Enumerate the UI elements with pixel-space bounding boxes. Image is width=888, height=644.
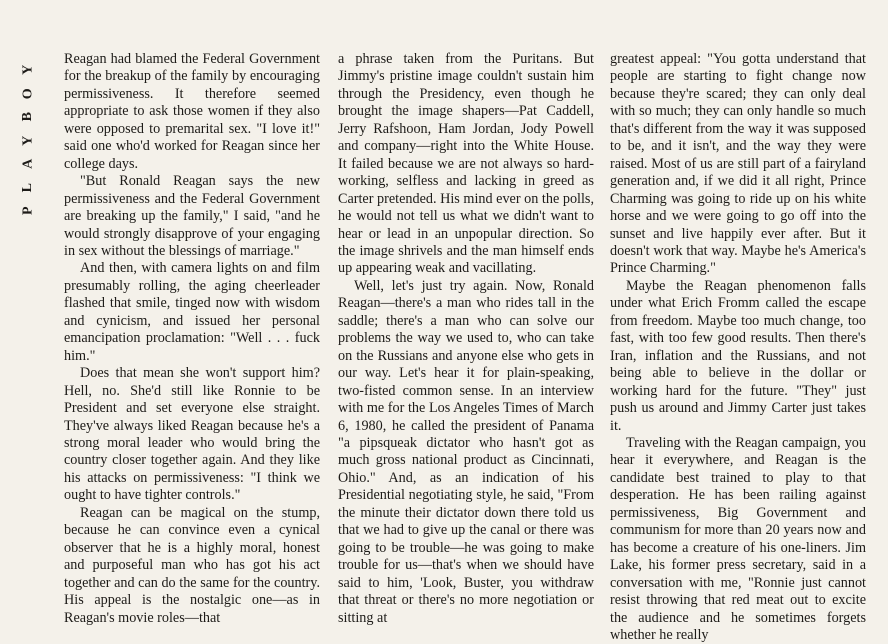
paragraph: Well, let's just try again. Now, Ronald Reagan—there's a man who rides tall in the saddle; there's a man who can solve our problems the way we used to, who can take on the Russians and anyone else who gets in our way. Let's hear it for plain-speaking, two-fisted common sense. In an interview with me for the Los Angeles Times of March 6, 1980, he called the president of Panama "a pipsqueak dictator who hasn't got as much gross national product as Cincinnati, Ohio." And, as an indication of his Presidential negotiating style, he said, "From the minute their dictator down there told us that we had to give up the canal or there was going to be trouble—he was going to make trouble for us—that's when we should have said to him, 'Look, Buster, you withdraw that threat or there's no more negotiation or sitting at: [338, 277, 594, 626]
paragraph: Reagan had blamed the Federal Government for the breakup of the family by encouraging permissiveness. It therefore seemed appropriate to ask those women if they also were opposed to premarital sex. "I love it!" said one who'd worked for Reagan since her college days.: [64, 51, 320, 172]
text-column-3: [610, 51, 866, 644]
paragraph: "But Ronald Reagan says the new permissiveness and the Federal Government are breaking up the family," I said, "and he would strongly disapprove of your engaging in sex without the blessings of marriage.": [64, 173, 320, 259]
text-column-1: [64, 51, 320, 627]
paragraph: And then, with camera lights on and film presumably rolling, the aging cheerleader flashed that smile, tinged now with wisdom and cynicism, and issued her personal emancipation proclamation: "Well . . . fuck him.": [64, 260, 320, 364]
masthead-letter: Y: [20, 135, 36, 146]
masthead-letter: P: [20, 206, 36, 216]
paragraph: Does that mean she won't support him? Hell, no. She'd still like Ronnie to be President and set everyone else straight. They've always liked Reagan because he's a strong moral leader who would bring the country closer together again. And they like his attacks on permissiveness: "I think we ought to have tighter controls.": [64, 365, 320, 504]
paragraph: greatest appeal: "You gotta understand that people are starting to fight change now because they're scared; they can only deal with so much; they can only handle so much that's different from the way it was supposed to be, and it isn't, and the way they were raised. Most of us are still part of a fairyland generation and, if we did it all right, Prince Charming was going to ride up on his white horse and we were going to go off into the sunset and live happily ever after. But it doesn't work that way. Maybe he's America's Prince Charming.": [610, 51, 866, 277]
text-column-2: [338, 51, 594, 627]
masthead-letter: A: [20, 158, 36, 169]
masthead-letter: B: [20, 112, 36, 122]
masthead-letter: Y: [20, 64, 36, 75]
masthead-letter: L: [20, 182, 36, 192]
paragraph: Reagan can be magical on the stump, because he can convince even a cynical observer that he is a highly moral, honest and purposeful man who has got his act together and can do the same for the country. His appeal is the nostalgic one—as in Reagan's movie roles—that: [64, 504, 320, 626]
paragraph: Traveling with the Reagan campaign, you hear it everywhere, and Reagan is the candidate best trained to play to that desperation. He has been railing against permissiveness, Big Government and communism for more than 20 years now and has become a creature of his one-liners. Jim Lake, his former press secretary, said in a conversation with me, "Ronnie just cannot resist throwing that red meat out to excite the audience and he sometimes forgets whether he really: [610, 434, 866, 643]
paragraph: Maybe the Reagan phenomenon falls under what Erich Fromm called the escape from freedom. Maybe too much change, too fast, with too few good results. Then there's Iran, inflation and the Russians, and not being able to believe in the dollar or working hard for the future. "They" just push us around and Jimmy Carter just takes it.: [610, 277, 866, 434]
paragraph: a phrase taken from the Puritans. But Jimmy's pristine image couldn't sustain him through the Presidency, even though he brought the image shapers—Pat Caddell, Jerry Rafshoon, Ham Jordan, Jody Powell and company—right into the White House. It failed because we are not always so hard-working, selfless and lacking in greed as Carter pretended. His mind ever on the polls, he would not tell us what we didn't want to hear or lead in an unpopular direction. So the image shrivels and the man himself ends up appearing weak and vacillating.: [338, 51, 594, 277]
masthead-letter: O: [20, 87, 36, 99]
playboy-masthead: [12, 58, 44, 223]
